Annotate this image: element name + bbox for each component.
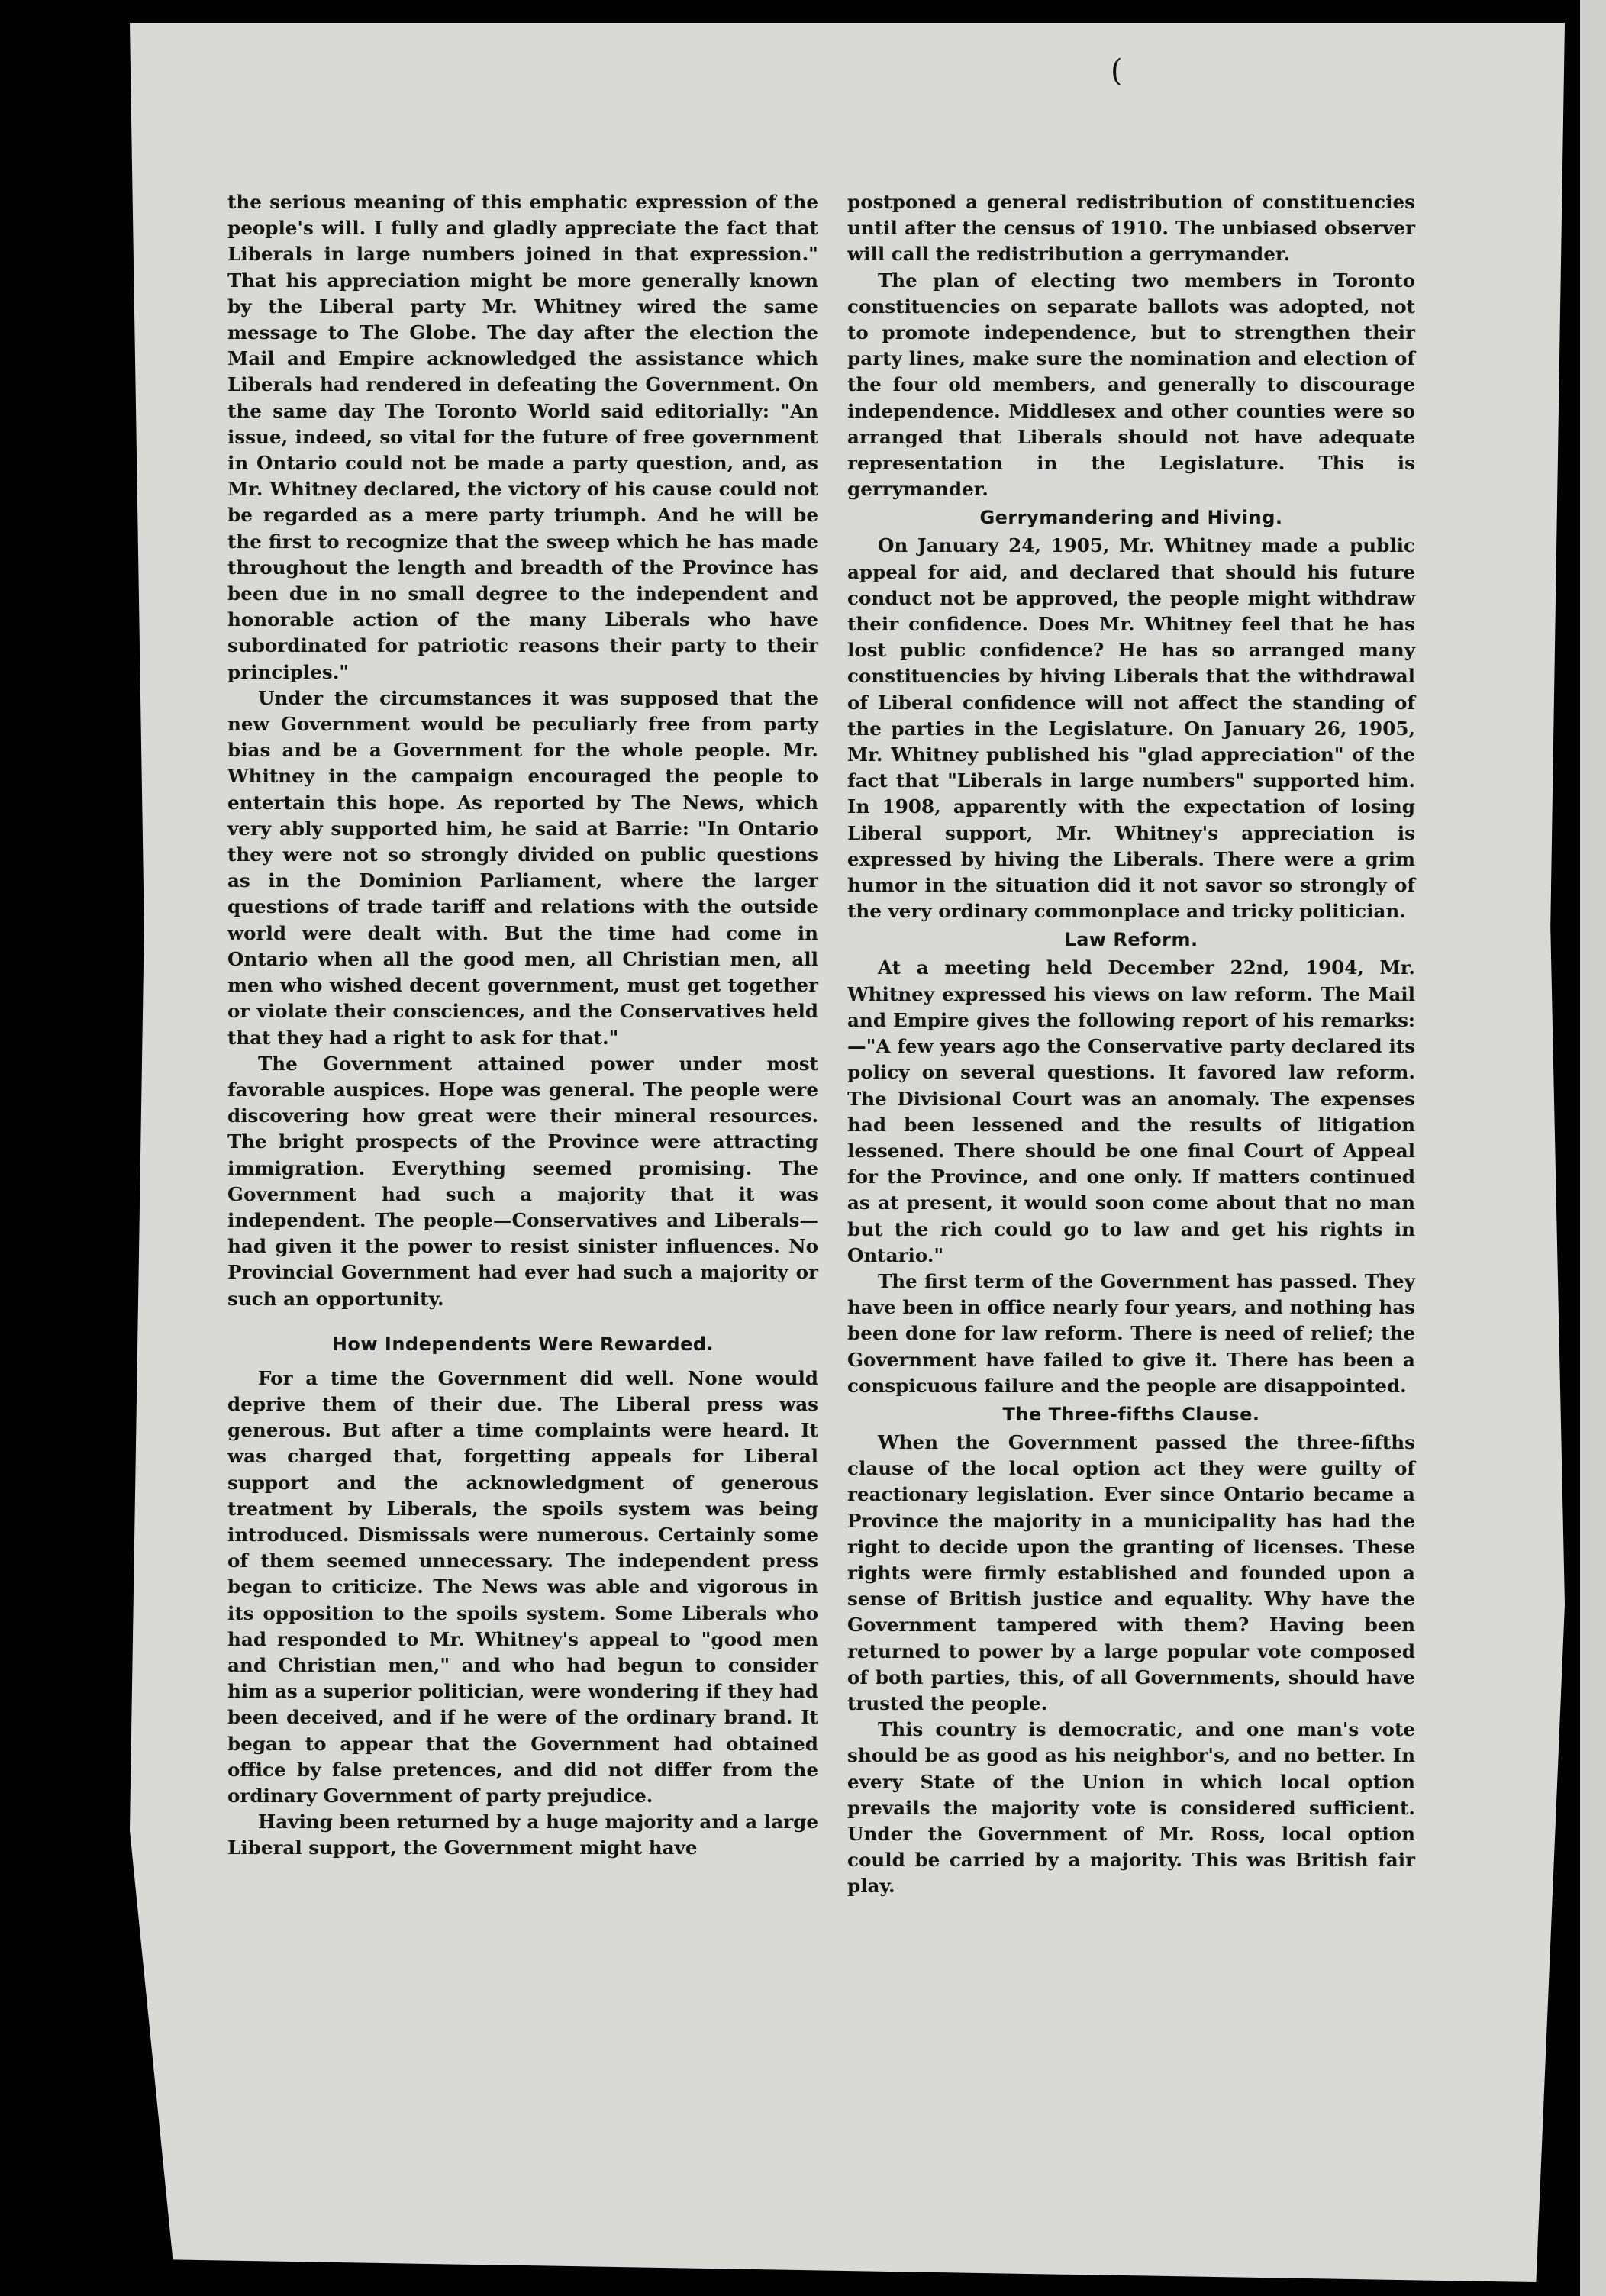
right-paragraph-1: postponed a general redistribution of constituencies until after the census of 1910. The unbiased observer will call the redistribution a gerrymander. bbox=[847, 191, 1415, 266]
heading-how-independents-were-rewarded: How Independents Were Rewarded. bbox=[331, 1333, 714, 1355]
right-paragraph-4: At a meeting held December 22nd, 1904, Mr. Whitney expressed his views on law reform. The Mail and Empire gives the following report of his remarks:—"A few years ago the Conservative party declared its policy on several questions. It favored law reform. The Divisional Court was an anomaly. The expenses had been lessened and the results of litigation lessened. There should be one final Court of Appeal for the Province, and one only. If matters continued as at present, it would soon come about that no man but the rich could go to law and get his rights in Ontario." bbox=[847, 956, 1415, 1266]
page-mark: ( bbox=[1111, 53, 1123, 89]
heading-law-reform: Law Reform. bbox=[1064, 929, 1198, 951]
left-paragraph-1: the serious meaning of this emphatic expression of the people's will. I fully and gladly appreciate the fact that Liberals in large numbers joined in that expression." That his appreciation might be more generally known by the Liberal party Mr. Whitney wired the same message to The Globe. The day after the election the Mail and Empire acknowledged the assistance which Liberals had rendered in defeating the Government. On the same day The Toronto World said editorially: "An issue, indeed, so vital for the future of free government in Ontario could not be made a party question, and, as Mr. Whitney declared, the victory of his cause could not be regarded as a mere party triumph. And he will be the first to recognize that the sweep which he has made throughout the length and breadth of the Province has been due in no small degree to the independent and honorable action of the many Liberals who have subordinated for patriotic reasons their party to their principles." bbox=[227, 191, 818, 683]
left-column bbox=[227, 189, 818, 1862]
heading-three-fifths-clause: The Three-fifths Clause. bbox=[1002, 1403, 1260, 1425]
right-paragraph-2: The plan of electing two members in Toronto constituencies on separate ballots was adopted, not to promote independence, but to strengthen their party lines, make sure the nomination and election of the four old members, and generally to discourage independence. Middlesex and other counties were so arranged that Liberals should not have adequate representation in the Legislature. This is gerrymander. bbox=[847, 269, 1415, 501]
left-paragraph-5: Having been returned by a huge majority and a large Liberal support, the Government might have bbox=[227, 1811, 818, 1859]
right-column bbox=[847, 189, 1415, 1900]
left-paragraph-4: For a time the Government did well. None would deprive them of their due. The Liberal press was generous. But after a time complaints were heard. It was charged that, forgetting appeals for Liberal support and the acknowledgment of generous treatment by Liberals, the spoils system was being introduced. Dismissals were numerous. Certainly some of them seemed unnecessary. The independent press began to criticize. The News was able and vigorous in its opposition to the spoils system. Some Liberals who had responded to Mr. Whitney's appeal to "good men and Christian men," and who had begun to consider him as a superior politician, were wondering if they had been deceived, and if he were of the ordinary brand. It began to appear that the Government had obtained office by false pretences, and did not differ from the ordinary Government of party prejudice. bbox=[227, 1366, 818, 1807]
left-paragraph-2: Under the circumstances it was supposed that the new Government would be peculiarly free from party bias and be a Government for the whole people. Mr. Whitney in the campaign encouraged the people to entertain this hope. As reported by The News, which very ably supported him, he said at Barrie: "In Ontario they were not so strongly divided on public questions as in the Dominion Parliament, where the larger questions of trade tariff and relations with the outside world were dealt with. But the time had come in Ontario when all the good men, all Christian men, all men who wished decent government, must get together or violate their consciences, and the Conservatives held that they had a right to ask for that." bbox=[227, 686, 818, 1049]
heading-gerrymandering-and-hiving: Gerrymandering and Hiving. bbox=[979, 507, 1283, 529]
adjacent-page-edge bbox=[1580, 0, 1606, 2296]
right-paragraph-3: On January 24, 1905, Mr. Whitney made a public appeal for aid, and declared that should his future conduct not be approved, the people might withdraw their confidence. Does Mr. Whitney feel that he has lost public confidence? He has so arranged many constituencies by hiving Liberals that the withdrawal of Liberal confidence will not affect the standing of the parties in the Legislature. On January 26, 1905, Mr. Whitney published his "glad appreciation" of the fact that "Liberals in large numbers" supported him. In 1908, apparently with the expectation of losing Liberal support, Mr. Whitney's appreciation is expressed by hiving the Liberals. There were a grim humor in the situation did it not savor so strongly of the very ordinary commonplace and tricky politician. bbox=[847, 534, 1415, 923]
right-paragraph-5: The first term of the Government has passed. They have been in office nearly four years, and nothing has been done for law reform. There is need of relief; the Government have failed to give it. There has been a conspicuous failure and the people are disappointed. bbox=[847, 1269, 1415, 1397]
right-paragraph-7: This country is democratic, and one man's vote should be as good as his neighbor's, and no better. In every State of the Union in which local option prevails the majority vote is considered sufficient. Under the Government of Mr. Ross, local option could be carried by a majority. This was British fair play. bbox=[847, 1718, 1415, 1898]
right-paragraph-6: When the Government passed the three-fifths clause of the local option act they were guilty of reactionary legislation. Ever since Ontario became a Province the majority in a municipality has had the right to decide upon the granting of licenses. These rights were firmly established and founded upon a sense of British justice and equality. Why have the Government tampered with them? Having been returned to power by a large popular vote composed of both parties, this, of all Governments, should have trusted the people. bbox=[847, 1430, 1415, 1714]
left-paragraph-3: The Government attained power under most favorable auspices. Hope was general. The people were discovering how great were their mineral resources. The bright prospects of the Province were attracting immigration. Everything seemed promising. The Government had such a majority that it was independent. The people—Conservatives and Liberals—had given it the power to resist sinister influences. No Provincial Government had ever had such a majority or such an opportunity. bbox=[227, 1052, 818, 1310]
